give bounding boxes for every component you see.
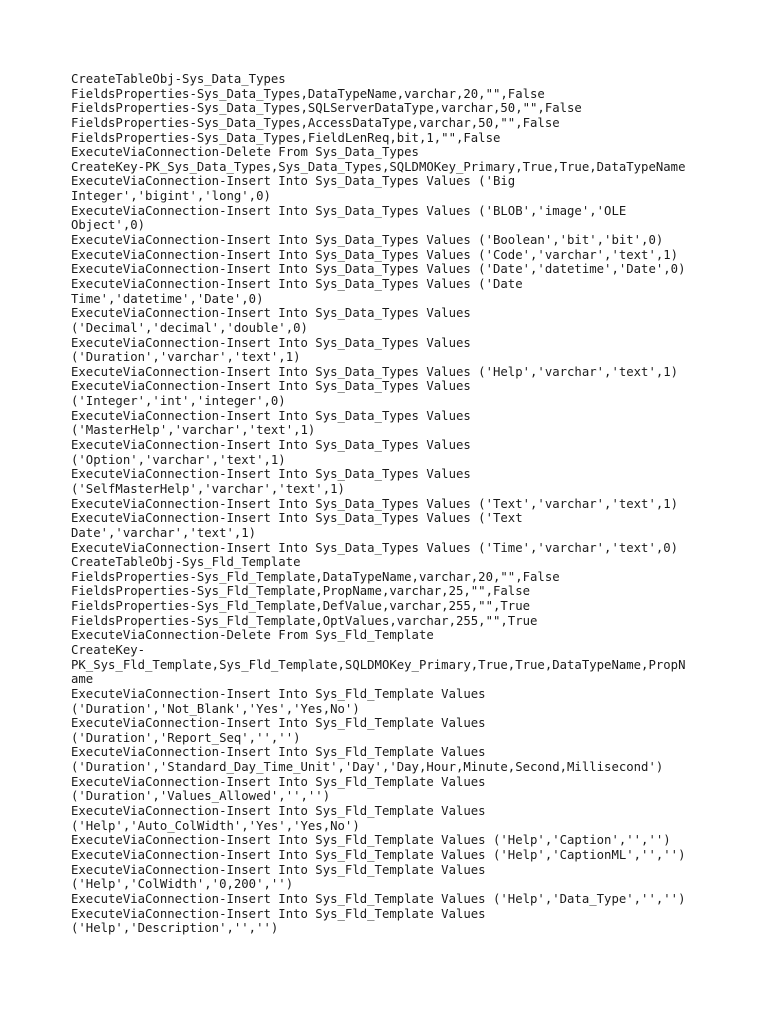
code-line: ExecuteViaConnection-Insert Into Sys_Data_Types Values ('Date <box>71 276 523 291</box>
code-listing <box>71 72 711 936</box>
code-line: ExecuteViaConnection-Insert Into Sys_Fld_Template Values ('Help','Data_Type','','') <box>71 891 686 906</box>
code-line: Time','datetime','Date',0) <box>71 291 264 306</box>
code-line: ExecuteViaConnection-Insert Into Sys_Data_Types Values <box>71 408 471 423</box>
code-line: ('Duration','Standard_Day_Time_Unit','Day','Day,Hour,Minute,Second,Millisecond') <box>71 760 664 775</box>
code-line: ('Help','Auto_ColWidth','Yes','Yes,No') <box>71 818 360 833</box>
code-line: ('Duration','Values_Allowed','','') <box>71 789 331 804</box>
code-line: ExecuteViaConnection-Insert Into Sys_Data_Types Values ('BLOB','image','OLE <box>71 203 627 218</box>
code-line: ExecuteViaConnection-Insert Into Sys_Fld_Template Values <box>71 716 486 731</box>
code-line: CreateKey-PK_Sys_Data_Types,Sys_Data_Types,SQLDMOKey_Primary,True,True,DataTypeName <box>71 159 686 174</box>
code-line: FieldsProperties-Sys_Data_Types,DataTypeName,varchar,20,"",False <box>71 86 545 101</box>
code-line: ExecuteViaConnection-Insert Into Sys_Data_Types Values ('Boolean','bit','bit',0) <box>71 233 664 248</box>
code-line: ExecuteViaConnection-Insert Into Sys_Fld_Template Values <box>71 745 486 760</box>
code-line: FieldsProperties-Sys_Data_Types,FieldLenReq,bit,1,"",False <box>71 130 501 145</box>
code-line: ExecuteViaConnection-Insert Into Sys_Data_Types Values ('Big <box>71 174 516 189</box>
code-line: ExecuteViaConnection-Insert Into Sys_Data_Types Values <box>71 335 471 350</box>
code-line: ExecuteViaConnection-Insert Into Sys_Data_Types Values ('Text <box>71 511 523 526</box>
code-line: ('Integer','int','integer',0) <box>71 394 286 409</box>
code-line: PK_Sys_Fld_Template,Sys_Fld_Template,SQLDMOKey_Primary,True,True,DataTypeName,PropN <box>71 657 686 672</box>
code-line: ame <box>71 672 94 687</box>
code-line: Integer','bigint','long',0) <box>71 189 271 204</box>
code-line: Object',0) <box>71 218 146 233</box>
code-line: FieldsProperties-Sys_Fld_Template,OptValues,varchar,255,"",True <box>71 613 538 628</box>
code-line: ExecuteViaConnection-Delete From Sys_Data_Types <box>71 145 419 160</box>
code-line: ('Decimal','decimal','double',0) <box>71 320 308 335</box>
code-line: ExecuteViaConnection-Insert Into Sys_Fld_Template Values <box>71 862 486 877</box>
code-line: FieldsProperties-Sys_Fld_Template,PropName,varchar,25,"",False <box>71 584 531 599</box>
code-line: ('Option','varchar','text',1) <box>71 452 286 467</box>
code-line: ('Help','Description','','') <box>71 921 279 936</box>
code-line: Date','varchar','text',1) <box>71 525 257 540</box>
code-line: ExecuteViaConnection-Insert Into Sys_Data_Types Values ('Text','varchar','text',1) <box>71 496 679 511</box>
code-line: ExecuteViaConnection-Insert Into Sys_Fld_Template Values <box>71 774 486 789</box>
code-line: ExecuteViaConnection-Insert Into Sys_Fld_Template Values <box>71 686 486 701</box>
code-line: ExecuteViaConnection-Insert Into Sys_Data_Types Values <box>71 438 471 453</box>
code-line: ExecuteViaConnection-Insert Into Sys_Data_Types Values ('Date','datetime','Date',0) <box>71 262 686 277</box>
code-line: ExecuteViaConnection-Insert Into Sys_Fld_Template Values <box>71 906 486 921</box>
code-line: ExecuteViaConnection-Insert Into Sys_Fld_Template Values ('Help','Caption','','') <box>71 833 671 848</box>
code-line: CreateTableObj-Sys_Data_Types <box>71 72 286 86</box>
code-line: ExecuteViaConnection-Insert Into Sys_Data_Types Values <box>71 379 471 394</box>
code-line: ExecuteViaConnection-Insert Into Sys_Fld_Template Values ('Help','CaptionML','','') <box>71 847 686 862</box>
code-line: ExecuteViaConnection-Insert Into Sys_Data_Types Values ('Time','varchar','text',0) <box>71 540 679 555</box>
code-line: ('Help','ColWidth','0,200','') <box>71 877 294 892</box>
code-line: ExecuteViaConnection-Delete From Sys_Fld_Template <box>71 628 434 643</box>
code-line: ExecuteViaConnection-Insert Into Sys_Data_Types Values <box>71 306 471 321</box>
code-line: ('Duration','Report_Seq','','') <box>71 730 301 745</box>
code-line: ('SelfMasterHelp','varchar','text',1) <box>71 481 345 496</box>
code-line: ExecuteViaConnection-Insert Into Sys_Fld_Template Values <box>71 804 486 819</box>
code-line: FieldsProperties-Sys_Fld_Template,DataTypeName,varchar,20,"",False <box>71 569 560 584</box>
code-line: FieldsProperties-Sys_Data_Types,AccessDataType,varchar,50,"",False <box>71 115 560 130</box>
code-line: ('Duration','Not_Blank','Yes','Yes,No') <box>71 701 360 716</box>
code-line: FieldsProperties-Sys_Fld_Template,DefValue,varchar,255,"",True <box>71 599 531 614</box>
code-line: ExecuteViaConnection-Insert Into Sys_Data_Types Values ('Help','varchar','text',1) <box>71 364 679 379</box>
code-line: FieldsProperties-Sys_Data_Types,SQLServerDataType,varchar,50,"",False <box>71 101 582 116</box>
code-line: CreateTableObj-Sys_Fld_Template <box>71 555 301 570</box>
code-line: ('Duration','varchar','text',1) <box>71 350 301 365</box>
code-line: ('MasterHelp','varchar','text',1) <box>71 423 316 438</box>
code-line: ExecuteViaConnection-Insert Into Sys_Data_Types Values <box>71 467 471 482</box>
code-line: ExecuteViaConnection-Insert Into Sys_Data_Types Values ('Code','varchar','text',1) <box>71 247 679 262</box>
code-line: CreateKey- <box>71 642 146 657</box>
